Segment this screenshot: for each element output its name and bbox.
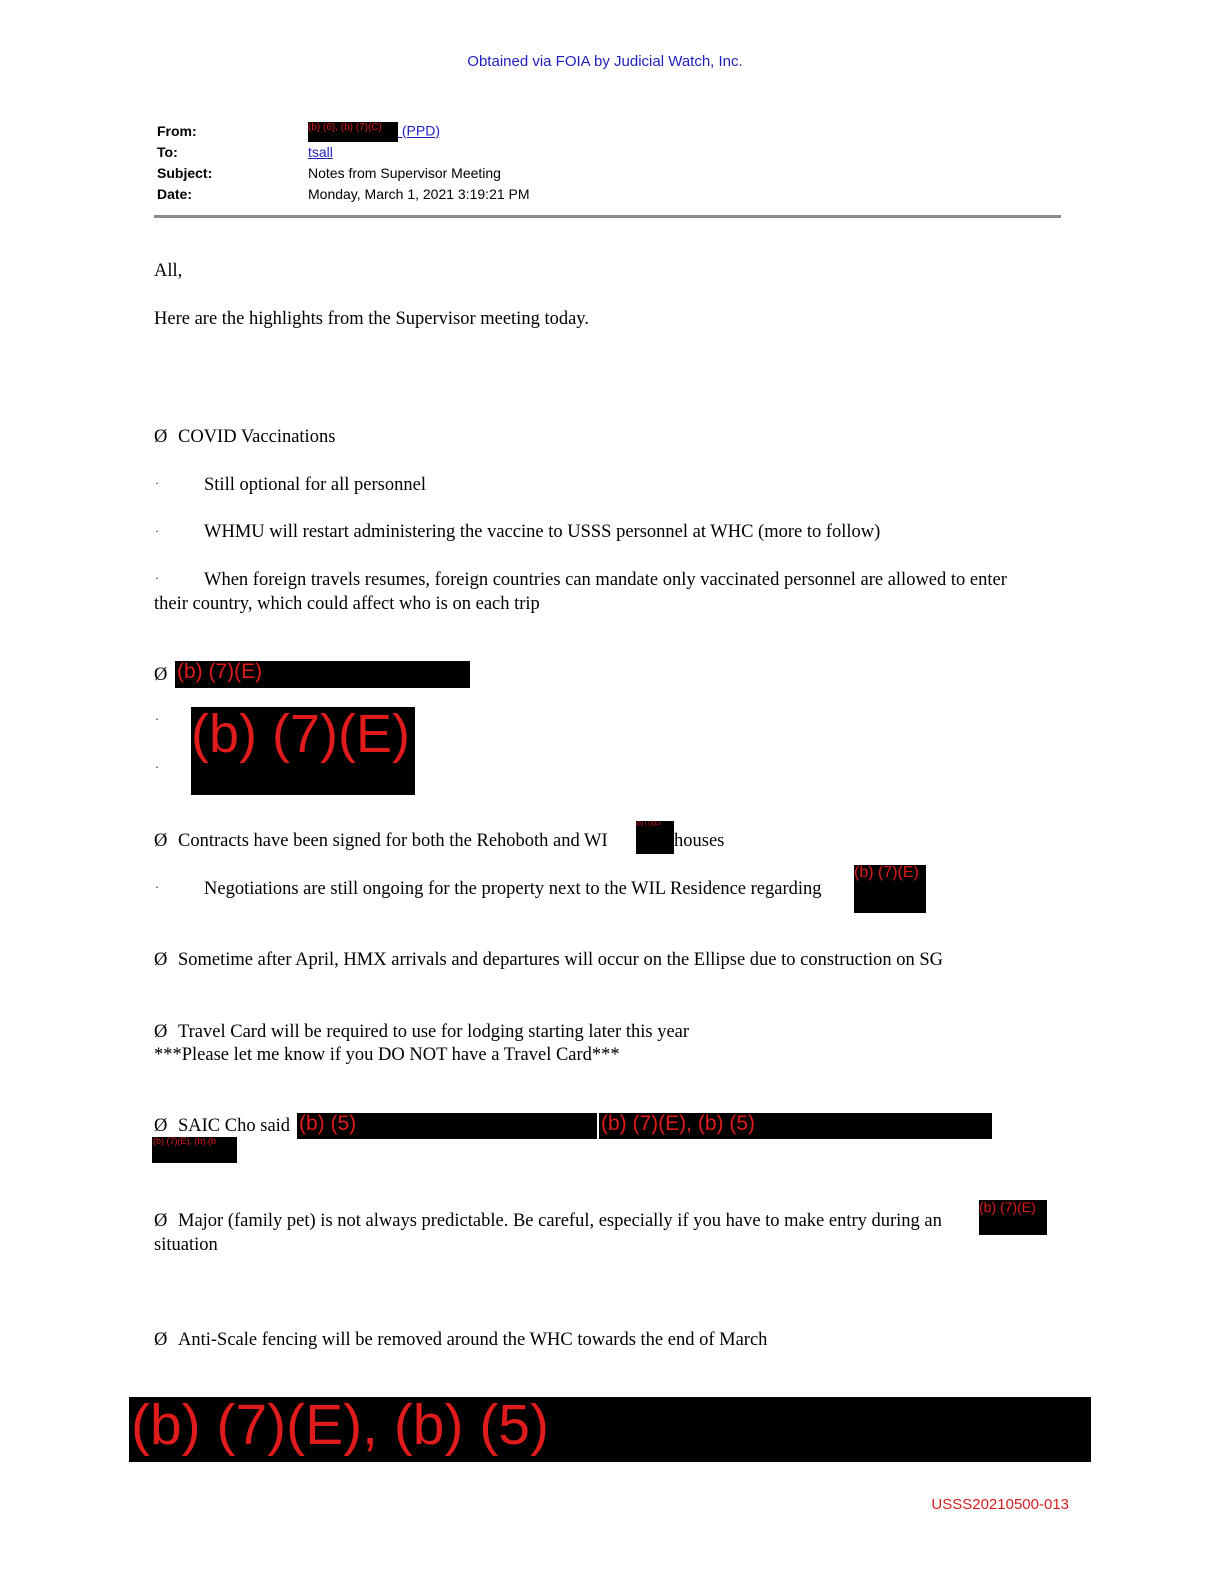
dot-bullet: · bbox=[155, 712, 159, 726]
redaction-b7e: (b) (7)(E) bbox=[175, 661, 470, 688]
redaction-b7e-large: (b) (7)(E) bbox=[191, 707, 415, 795]
to-label: To: bbox=[157, 144, 178, 160]
dot-bullet: · bbox=[155, 880, 159, 894]
arrow-bullet: Ø bbox=[154, 1211, 168, 1231]
from-value bbox=[308, 122, 440, 142]
contracts-text: Contracts have been signed for both the Rehoboth and WI bbox=[178, 831, 608, 851]
arrow-bullet: Ø bbox=[154, 1022, 168, 1042]
redaction-b7e-b5: (b) (7)(E), (b) (5) bbox=[599, 1113, 992, 1139]
greeting: All, bbox=[154, 261, 183, 281]
date-label: Date: bbox=[157, 186, 193, 202]
travel-card-text: Travel Card will be required to use for lodging starting later this year bbox=[178, 1022, 690, 1042]
arrow-bullet: Ø bbox=[154, 427, 168, 447]
dot-bullet: · bbox=[155, 476, 159, 490]
dot-bullet: · bbox=[155, 571, 159, 585]
fencing-text: Anti-Scale fencing will be removed around the WHC towards the end of March bbox=[178, 1330, 768, 1350]
foia-stamp: Obtained via FOIA by Judicial Watch, Inc. bbox=[467, 53, 743, 70]
redaction-b7e-major: (b) (7)(E) bbox=[979, 1200, 1047, 1235]
covid-item-2: WHMU will restart administering the vaccine to USSS personnel at WHC (more to follow) bbox=[204, 522, 881, 542]
subject-label: Subject: bbox=[157, 165, 213, 181]
dot-bullet: · bbox=[155, 760, 159, 774]
redaction-b5: (b) (5) bbox=[297, 1113, 597, 1139]
header-divider bbox=[154, 215, 1061, 218]
bates-number: USSS20210500-013 bbox=[931, 1496, 1069, 1513]
covid-item-1: Still optional for all personnel bbox=[204, 475, 426, 495]
from-redaction: (b) (6), (b) (7)(C) bbox=[308, 122, 398, 142]
dot-bullet: · bbox=[155, 524, 159, 538]
saic-text: SAIC Cho said bbox=[178, 1116, 291, 1136]
redaction-b7e-b5-large: (b) (7)(E), (b) (5) bbox=[129, 1397, 1091, 1462]
redaction-b7e-small: (b) (7)(E) bbox=[636, 821, 674, 854]
arrow-bullet: Ø bbox=[154, 1116, 168, 1136]
arrow-bullet: Ø bbox=[154, 950, 168, 970]
negotiations-text: Negotiations are still ongoing for the property next to the WIL Residence regarding bbox=[204, 879, 822, 899]
from-label: From: bbox=[157, 123, 197, 139]
major-text: Major (family pet) is not always predictable. Be careful, especially if you have to make entry during an bbox=[178, 1211, 942, 1231]
to-link[interactable]: tsall bbox=[308, 144, 333, 160]
covid-heading: COVID Vaccinations bbox=[178, 427, 336, 447]
contracts-text-end: houses bbox=[674, 831, 725, 851]
travel-card-note: ***Please let me know if you DO NOT have a Travel Card*** bbox=[154, 1045, 620, 1065]
arrow-bullet: Ø bbox=[154, 1330, 168, 1350]
from-ppd-link[interactable]: (PPD) bbox=[398, 122, 440, 139]
redaction-b7e-negotiations: (b) (7)(E) bbox=[854, 865, 926, 913]
covid-item-3a: When foreign travels resumes, foreign countries can mandate only vaccinated personnel are allowed to enter bbox=[204, 570, 1007, 590]
hmx-text: Sometime after April, HMX arrivals and departures will occur on the Ellipse due to construction on SG bbox=[178, 950, 944, 970]
covid-item-3b: their country, which could affect who is on each trip bbox=[154, 594, 540, 614]
redaction-b7e-b5-small: (b) (7)(E), (b) (b bbox=[152, 1137, 237, 1163]
subject-value: Notes from Supervisor Meeting bbox=[308, 165, 501, 181]
date-value: Monday, March 1, 2021 3:19:21 PM bbox=[308, 186, 530, 202]
intro-text: Here are the highlights from the Supervisor meeting today. bbox=[154, 309, 589, 329]
arrow-bullet: Ø bbox=[154, 665, 168, 685]
major-text-end: situation bbox=[154, 1235, 218, 1255]
arrow-bullet: Ø bbox=[154, 831, 168, 851]
